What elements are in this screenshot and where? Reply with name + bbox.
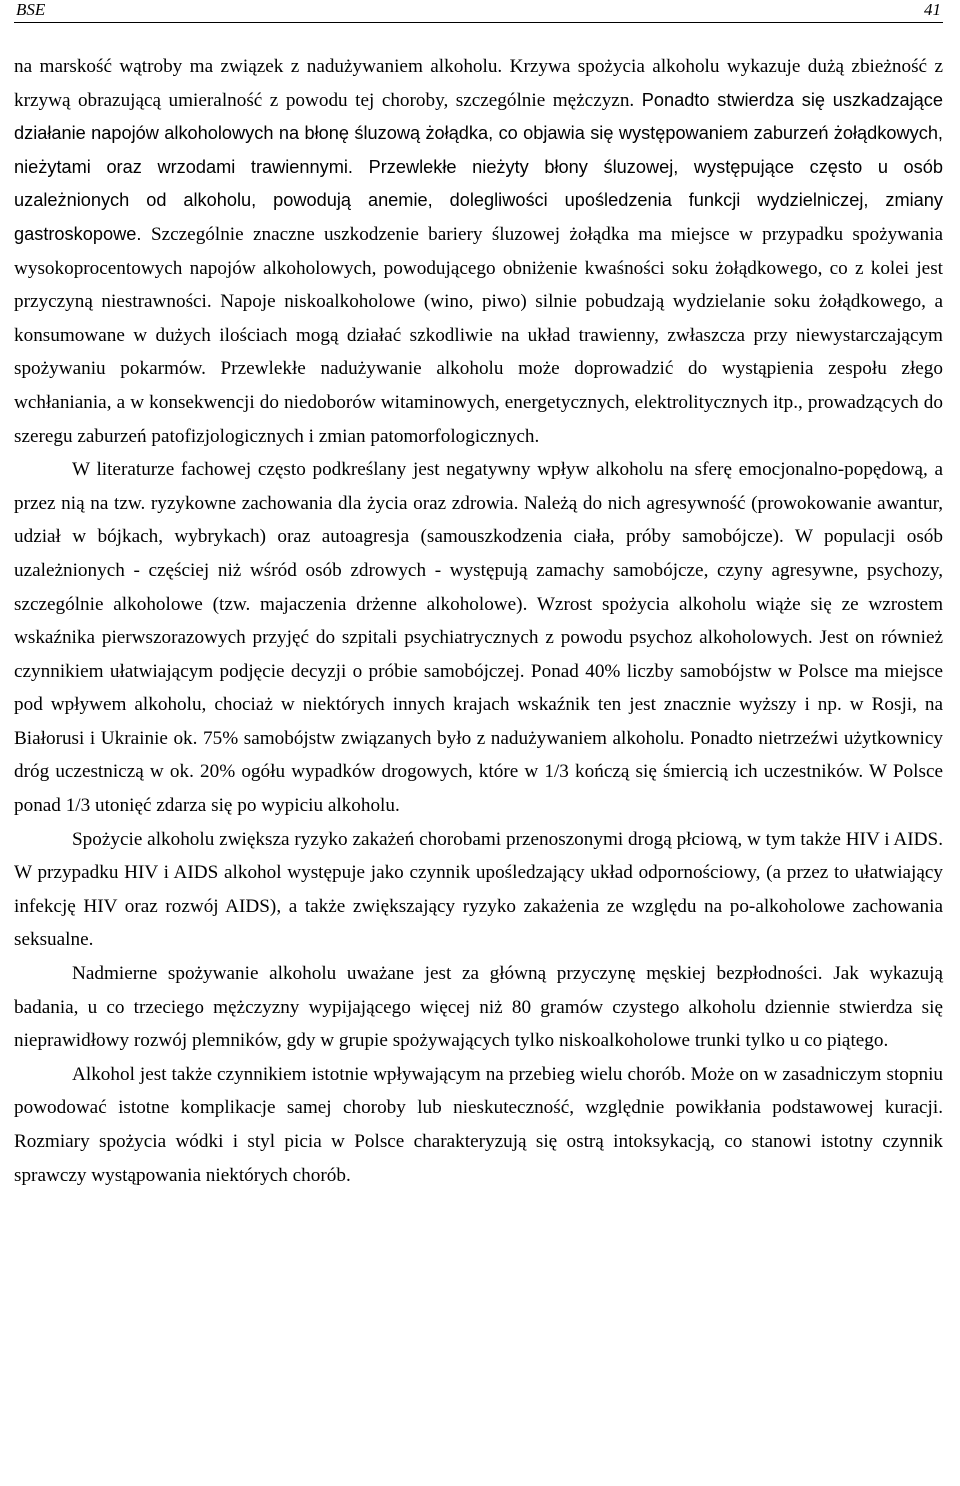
paragraph-2-text: W literaturze fachowej często podkreślany jest negatywny wpływ alkoholu na sferę emocjonalno-popędową, a przez nią na tzw. ryzykowne zachowania dla życia oraz zdrowia. Należą do nich agresywność (prowokowanie awantur, udział w bójkach, wybrykach) oraz autoagresja (samouszkodzenia ciała, próby samobójcze). W populacji osób uzależnionych - częściej niż wśród osób zdrowych - występują zamachy samobójcze, czyny agresywne, psychozy, szczególnie alkoholowe (tzw. majaczenia drżenne alkoholowe). Wzrost spożycia alkoholu wiąże się ze wzrostem wskaźnika pierwszorazowych przyjęć do szpitali psychiatrycznych z powodu psychoz alkoholowych. Jest on również czynnikiem ułatwiającym podjęcie decyzji o próbie samobójczej. Ponad 40% liczby samobójstw w Polsce ma miejsce pod wpływem alkoholu, chociaż w niektórych innych krajach wskaźnik ten jest znacznie wyższy i np. w Rosji, na Białorusi i Ukrainie ok. 75% samobójstw związanych było z nadużywaniem alkoholu. Ponadto nietrzeźwi użytkownicy dróg uczestniczą w ok. 20% ogółu wypadków drogowych, które w 1/3 kończą się śmiercią ich uczestników. W Polsce ponad 1/3 utonięć zdarza się po wypiciu alkoholu. bbox=[14, 459, 943, 817]
paragraph-3 bbox=[14, 823, 943, 957]
running-header bbox=[14, 0, 943, 23]
paragraph-4-text: Nadmierne spożywanie alkoholu uważane jest za główną przyczynę męskiej bezpłodności. Jak wykazują badania, u co trzeciego mężczyzny wypijającego więcej niż 80 gramów czystego alkoholu dziennie stwierdza się nieprawidłowy rozwój plemników, gdy w grupie spożywających tylko niskoalkoholowe trunki tylko u co piątego. bbox=[14, 963, 943, 1052]
paragraph-1-segment-1: na marskość wątroby ma związek z nadużywaniem alkoholu. Krzywa spożycia alkoholu wykazuje dużą zbieżność z krzywą obrazującą umieralność z powodu tej choroby, szczególnie mężczyzn. bbox=[14, 56, 943, 111]
paragraph-5 bbox=[14, 1058, 943, 1192]
paragraph-3-text: Spożycie alkoholu zwiększa ryzyko zakażeń chorobami przenoszonymi drogą płciową, w tym także HIV i AIDS. W przypadku HIV i AIDS alkohol występuje jako czynnik upośledzający układ odpornościowy, (a przez to ułatwiający infekcję HIV oraz rozwój AIDS), a także zwiększający ryzyko zakażenia ze względu na po-alkoholowe zachowania seksualne. bbox=[14, 828, 943, 951]
paragraph-1-segment-3: Szczególnie znaczne uszkodzenie bariery śluzowej żołądka ma miejsce w przypadku spożywania wysokoprocentowych napojów alkoholowych, powodującego obniżenie kwaśności soku żołądkowego, co z kolei jest przyczyną niestrawności. Napoje niskoalkoholowe (wino, piwo) silnie pobudzają wydzielanie soku żołądkowego, a konsumowane w dużych ilościach mogą działać szkodliwie na układ trawienny, zwłaszcza przy niewystarczającym spożywaniu pokarmów. Przewlekłe nadużywanie alkoholu może doprowadzić do wystąpienia zespołu złego wchłaniania, a w konsekwencji do niedoborów witaminowych, energetycznych, elektrolitycznych itp., prowadzących do szeregu zaburzeń patofizjologicznych i zmian patomorfologicznych. bbox=[14, 223, 943, 447]
page-number: 41 bbox=[924, 0, 941, 19]
paragraph-1 bbox=[14, 50, 943, 453]
paragraph-4 bbox=[14, 957, 943, 1058]
paragraph-1-segment-2: Ponadto stwierdza się uszkadzające działanie napojów alkoholowych na błonę śluzową żołądka, co objawia się występowaniem zaburzeń żołądkowych, nieżytami oraz wrzodami trawiennymi. Przewlekłe nieżyty błony śluzowej, występujące często u osób uzależnionych od alkoholu, powodują anemie, dolegliwości upośledzenia funkcji wydzielniczej, zmiany gastroskopowe. bbox=[14, 89, 944, 244]
body-text bbox=[14, 50, 943, 1192]
paragraph-5-text: Alkohol jest także czynnikiem istotnie wpływającym na przebieg wielu chorób. Może on w zasadniczym stopniu powodować istotne komplikacje samej choroby lub nieskuteczność, względnie powikłania podstawowej kuracji. Rozmiary spożycia wódki i styl picia w Polsce charakteryzują się ostrą intoksykacją, co stanowi istotny czynnik sprawczy wystąpowania niektórych chorób. bbox=[14, 1063, 943, 1186]
paragraph-2 bbox=[14, 453, 943, 823]
journal-abbreviation: BSE bbox=[16, 0, 46, 19]
